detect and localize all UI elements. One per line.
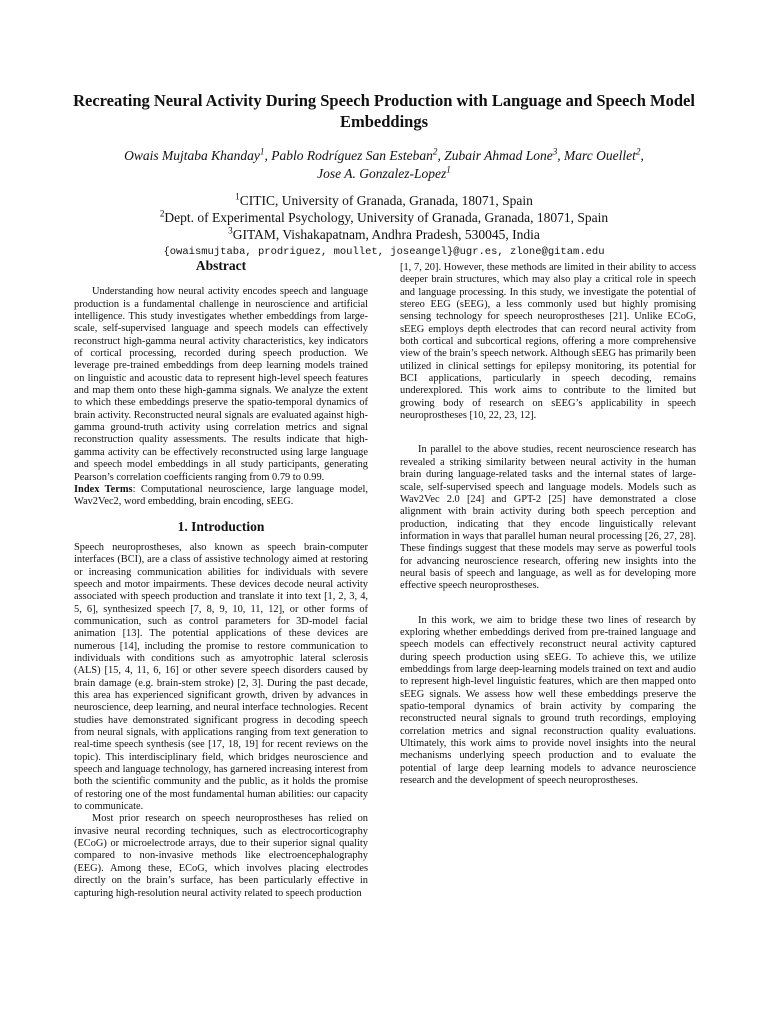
affil-marker: 2	[159, 208, 165, 219]
author-affil-marker: 1	[446, 164, 451, 175]
index-terms-label: Index Terms	[74, 483, 133, 495]
author-affil-marker: 2	[432, 146, 438, 157]
author-name: Marc Ouellet	[564, 148, 636, 163]
paper-title: Recreating Neural Activity During Speech Production with Language and Speech Model Embeddings	[73, 91, 695, 131]
index-terms-text: : Computational neuroscience, large language model, Wav2Vec2, word embedding, brain encoding, sEEG.	[74, 483, 368, 508]
paragraph-gap	[400, 422, 696, 444]
affiliation	[60, 192, 708, 209]
index-terms	[74, 484, 368, 509]
author-affil-marker: 1	[259, 146, 265, 157]
affil-marker: 3	[228, 225, 233, 236]
affiliation	[60, 226, 708, 243]
author-name: Jose A. Gonzalez-Lopez	[317, 166, 447, 181]
intro-paragraph-1: Speech neuroprostheses, also known as speech brain-computer interfaces (BCI), are a class of assistive technology aimed at restoring or increasing communication abilities for individuals with severe speech and motor impairments. These devices decode neural activity associated with speech production and translate it into text [1, 2, 3, 4, 5, 6], synthesized speech [7, 8, 9, 10, 11, 12], or other forms of communication, such as control parameters for 3D-model facial animation [13]. The potential applications of these devices are numerous [14], including the promise to restore communication to individuals with conditions such as amyotrophic lateral sclerosis (ALS) [15, 4, 11, 6, 16] or other severe speech disorders caused by brain damage (e.g. brain-stem stroke) [2, 3]. During the past decade, this area has experienced significant growth, driven by advances in neuroscience, deep learning, and neural interface technologies. Recent studies have demonstrated significant progress in decoding speech from neural signals, with applications ranging from text generation to real-time speech synthesis (see [17, 18, 19] for recent reviews on the topic). This interdisciplinary field, which bridges neuroscience and speech and language technology, has garnered increasing interest from both the scientific community and the public, as it holds the promise of restoring one of the most fundamental human abilities: our capacity to communicate.	[74, 541, 368, 813]
right-column	[400, 262, 696, 787]
affiliation	[60, 209, 708, 226]
author-name: Pablo Rodríguez San Esteban	[271, 148, 433, 163]
author-emails: {owaismujtaba, prodriguez, moullet, joseangel}@ugr.es, zlone@gitam.edu	[163, 246, 605, 258]
paragraph-gap	[400, 593, 696, 615]
author-name: Owais Mujtaba Khanday	[124, 148, 260, 163]
abstract-heading: Abstract	[195, 258, 247, 273]
section-heading-introduction: 1. Introduction	[177, 518, 265, 534]
affiliation-list	[60, 192, 708, 243]
author-affil-marker: 2	[635, 146, 641, 157]
author-name: Zubair Ahmad Lone	[444, 148, 553, 163]
author-list: Owais Mujtaba Khanday$^1$, Pablo Rodríguez San Esteban$^2$, Zubair Ahmad Lone$^3$, Marc Ouellet$^2$, Jose A. Gonzalez-Lopez$^1$	[124, 146, 644, 181]
left-column	[74, 260, 368, 900]
intro-paragraph-3: In parallel to the above studies, recent neuroscience research has revealed a striking similarity between neural activity in the human brain during language-related tasks and the internal states of large-scale, self-supervised speech and language models. Models such as Wav2Vec 2.0 [24] and GPT-2 [25] have demonstrated a close alignment with brain activity during both speech perception and production, indicating that they encode linguistically relevant information in ways that parallel human neural processing [26, 27, 28]. These findings suggest that these models may serve as powerful tools for advancing neuroscience research, offering new insights into the neural basis of speech and language, as well as for developing more effective speech neuroprostheses.	[400, 444, 696, 592]
intro-paragraph-4: In this work, we aim to bridge these two lines of research by exploring whether embeddings derived from pre-trained language and speech models can effectively reconstruct neural activity captured during speech production using sEEG. To achieve this, we utilize embeddings from large deep-learning models trained on text and audio to represent high-level linguistic features, which are then mapped onto sEEG signals. We assess how well these embeddings preserve the spatio-temporal dynamics of brain activity by comparing the reconstructed neural signals to ground truth recordings, employing correlation metrics and signal reconstruction quality evaluations. Ultimately, this work aims to provide novel insights into the neural mechanisms underlying speech production and to evaluate the potential of large deep learning models to advance neuroscience research and the development of speech neuroprostheses.	[400, 614, 696, 787]
affiliation-text: GITAM, Vishakapatnam, Andhra Pradesh, 530045, India	[232, 227, 540, 242]
abstract-text: Understanding how neural activity encodes speech and language production is a fundamental challenge in neuroscience and artificial intelligence. This study investigates whether embeddings from large-scale, self-supervised language and speech models can effectively reconstruct high-gamma neural activity characteristics, key indicators of cortical processing, recorded during speech production. We leverage pre-trained embeddings from deep learning models trained on linguistic and acoustic data to represent high-level speech features and map them onto these high-gamma signals. We analyze the extent to which these embeddings preserve the spatio-temporal dynamics of brain activity. Reconstructed neural signals are evaluated against high-gamma ground-truth activity using correlation metrics and signal reconstruction quality assessments. The results indicate that high-gamma activity can be effectively reconstructed using large language and speech model embeddings in all study participants, generating Pearson’s correlation coefficients ranging from 0.79 to 0.99.	[74, 286, 368, 483]
intro-paragraph-2: Most prior research on speech neuroprostheses has relied on invasive neural recording techniques, such as electrocorticography (ECoG) or microelectrode arrays, due to their superior signal quality compared to non-invasive methods like electroencephalography (EEG). Among these, ECoG, which involves placing electrodes directly on the brain’s surface, has been particularly effective in capturing high-resolution neural activity related to speech production	[74, 813, 368, 899]
author-affil-marker: 3	[552, 146, 558, 157]
affiliation-text: CITIC, University of Granada, Granada, 18071, Spain	[239, 193, 533, 208]
affiliation-text: Dept. of Experimental Psychology, University of Granada, Granada, 18071, Spain	[164, 210, 609, 225]
affil-marker: 1	[235, 191, 240, 202]
intro-paragraph-2-continued: [1, 7, 20]. However, these methods are limited in their ability to access deeper brain structures, which may also play a critical role in speech and language processing. In this study, we investigate the potential of stereo EEG (sEEG), a less commonly used but highly promising sensing technology for speech neuroprostheses [21]. Unlike ECoG, sEEG employs depth electrodes that can record neural activity from both cortical and subcortical regions, offering a more comprehensive view of the brain’s speech network. Although sEEG has primarily been utilized in clinical settings for epilepsy monitoring, its potential for BCI applications, particularly in speech decoding, remains underexplored. This work aims to contribute to the limited but growing body of research on sEEG’s applicability in speech neuroprostheses [10, 22, 23, 12].	[400, 262, 696, 422]
